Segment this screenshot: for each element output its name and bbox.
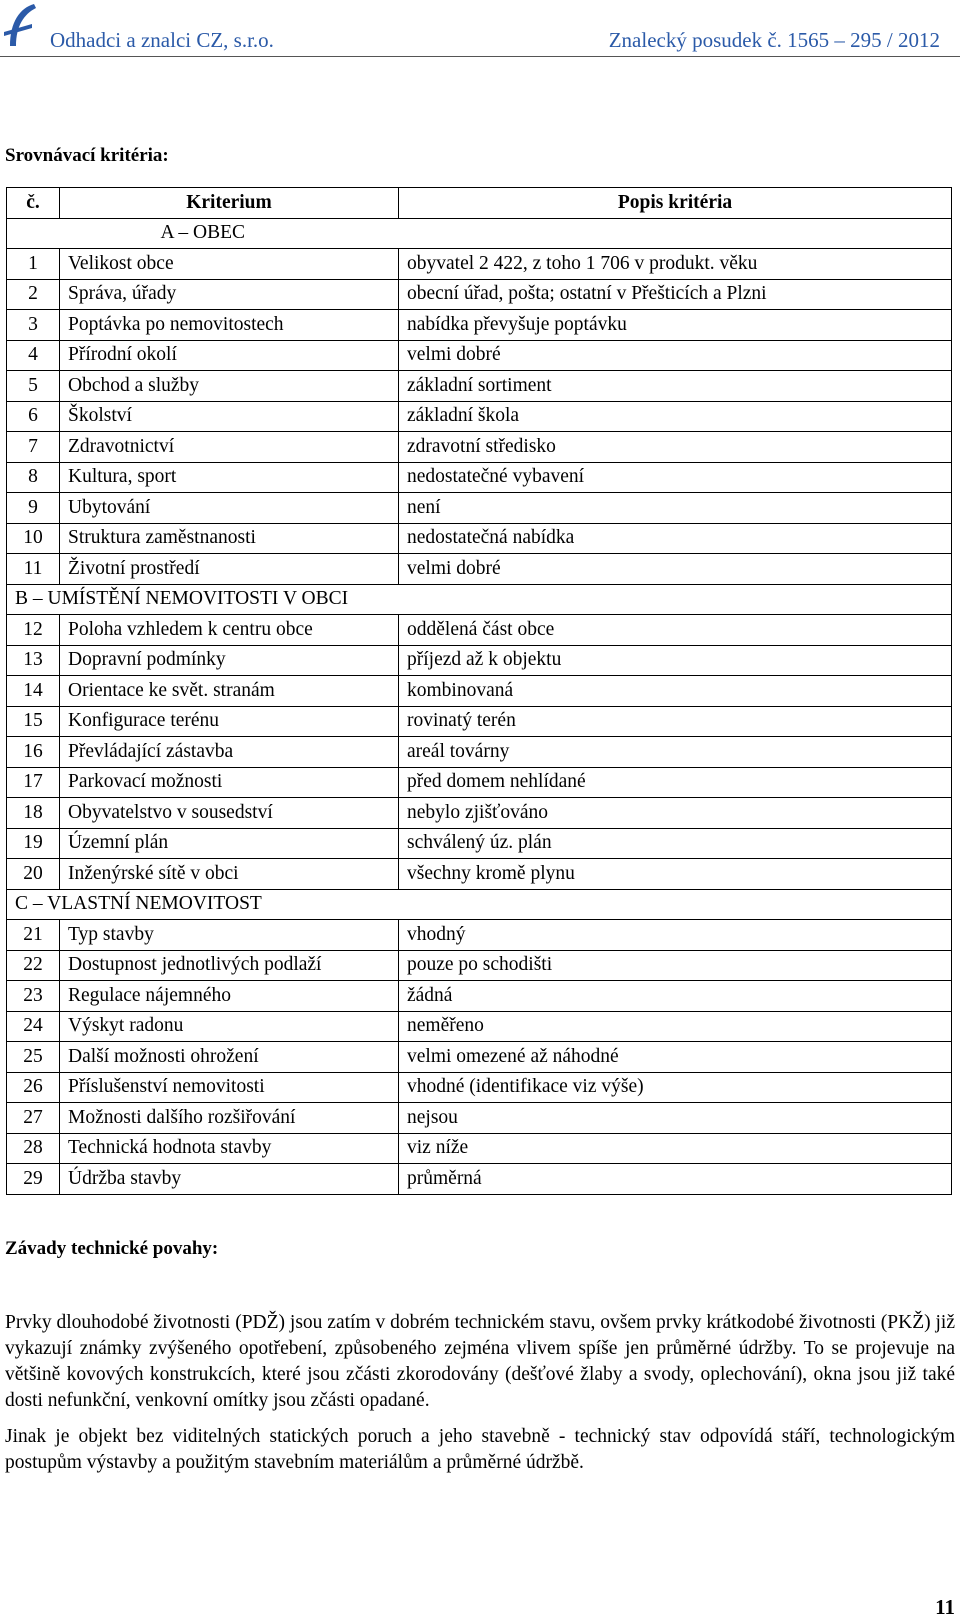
group-title: A – OBEC: [7, 218, 399, 249]
row-criterion: Údržba stavby: [60, 1164, 399, 1195]
row-criterion: Struktura zaměstnanosti: [60, 523, 399, 554]
table-row: [7, 523, 952, 554]
table-row: [7, 1011, 952, 1042]
row-criterion: Dostupnost jednotlivých podlaží: [60, 950, 399, 981]
row-number: 15: [7, 706, 60, 737]
table-row: [7, 340, 952, 371]
row-description: nedostatečné vybavení: [399, 462, 952, 493]
row-description: vhodný: [399, 920, 952, 951]
row-description: nebylo zjišťováno: [399, 798, 952, 829]
row-description: viz níže: [399, 1133, 952, 1164]
row-criterion: Poloha vzhledem k centru obce: [60, 615, 399, 646]
row-description: průměrná: [399, 1164, 952, 1195]
row-number: 19: [7, 828, 60, 859]
criteria-title: Srovnávací kritéria:: [5, 145, 169, 166]
row-criterion: Další možnosti ohrožení: [60, 1042, 399, 1073]
company-name: Odhadci a znalci CZ, s.r.o.: [50, 28, 274, 52]
table-row: [7, 798, 952, 829]
column-header-number: č.: [7, 188, 60, 219]
column-header-description: Popis kritéria: [399, 188, 952, 219]
row-criterion: Kultura, sport: [60, 462, 399, 493]
row-description: velmi dobré: [399, 340, 952, 371]
row-description: pouze po schodišti: [399, 950, 952, 981]
row-number: 8: [7, 462, 60, 493]
table-row: [7, 950, 952, 981]
row-description: nabídka převyšuje poptávku: [399, 310, 952, 341]
group-row: [7, 218, 952, 249]
table-row: [7, 981, 952, 1012]
row-number: 29: [7, 1164, 60, 1195]
row-number: 23: [7, 981, 60, 1012]
table-row: [7, 1103, 952, 1134]
row-criterion: Inženýrské sítě v obci: [60, 859, 399, 890]
row-criterion: Příslušenství nemovitosti: [60, 1072, 399, 1103]
row-number: 10: [7, 523, 60, 554]
row-number: 21: [7, 920, 60, 951]
table-row: [7, 1133, 952, 1164]
table-row: [7, 1042, 952, 1073]
group-title: C – VLASTNÍ NEMOVITOST: [7, 889, 952, 920]
defects-paragraph-2: Jinak je objekt bez viditelných statických poruch a jeho stavebně - technický stav odpovídá stáří, technologickým postupům výstavby a použitým stavebním materiálům a průměrné údržbě.: [5, 1426, 955, 1473]
row-description: rovinatý terén: [399, 706, 952, 737]
row-number: 17: [7, 767, 60, 798]
row-description: žádná: [399, 981, 952, 1012]
table-row: [7, 859, 952, 890]
row-criterion: Správa, úřady: [60, 279, 399, 310]
row-description: schválený úz. plán: [399, 828, 952, 859]
row-description: příjezd až k objektu: [399, 645, 952, 676]
table-row: [7, 645, 952, 676]
row-number: 25: [7, 1042, 60, 1073]
row-criterion: Konfigurace terénu: [60, 706, 399, 737]
table-row: [7, 462, 952, 493]
row-description: velmi omezené až náhodné: [399, 1042, 952, 1073]
row-description: oddělená část obce: [399, 615, 952, 646]
row-criterion: Orientace ke svět. stranám: [60, 676, 399, 707]
row-description: vhodné (identifikace viz výše): [399, 1072, 952, 1103]
table-header-row: [7, 188, 952, 219]
group-title: B – UMÍSTĚNÍ NEMOVITOSTI V OBCI: [7, 584, 952, 615]
row-number: 26: [7, 1072, 60, 1103]
row-description: všechny kromě plynu: [399, 859, 952, 890]
table-row: [7, 920, 952, 951]
row-description: základní sortiment: [399, 371, 952, 402]
table-row: [7, 310, 952, 341]
table-row: [7, 432, 952, 463]
row-criterion: Obyvatelstvo v sousedství: [60, 798, 399, 829]
row-description: zdravotní středisko: [399, 432, 952, 463]
column-header-criterion: Kriterium: [60, 188, 399, 219]
row-criterion: Ubytování: [60, 493, 399, 524]
row-number: 1: [7, 249, 60, 280]
row-number: 5: [7, 371, 60, 402]
page-header: [0, 0, 960, 57]
table-row: [7, 676, 952, 707]
table-row: [7, 249, 952, 280]
table-row: [7, 706, 952, 737]
table-row: [7, 554, 952, 585]
row-criterion: Dopravní podmínky: [60, 645, 399, 676]
criteria-table: [6, 187, 952, 1195]
page-number: 11: [935, 1595, 955, 1619]
group-row: [7, 889, 952, 920]
row-criterion: Regulace nájemného: [60, 981, 399, 1012]
row-number: 2: [7, 279, 60, 310]
row-number: 13: [7, 645, 60, 676]
row-description: obecní úřad, pošta; ostatní v Přešticích a Plzni: [399, 279, 952, 310]
row-number: 28: [7, 1133, 60, 1164]
row-criterion: Parkovací možnosti: [60, 767, 399, 798]
row-criterion: Územní plán: [60, 828, 399, 859]
group-row: [7, 584, 952, 615]
row-number: 18: [7, 798, 60, 829]
row-description: neměřeno: [399, 1011, 952, 1042]
row-description: kombinovaná: [399, 676, 952, 707]
table-row: [7, 1072, 952, 1103]
row-number: 27: [7, 1103, 60, 1134]
table-row: [7, 493, 952, 524]
table-row: [7, 401, 952, 432]
row-description: základní škola: [399, 401, 952, 432]
row-number: 9: [7, 493, 60, 524]
table-row: [7, 737, 952, 768]
row-criterion: Velikost obce: [60, 249, 399, 280]
row-criterion: Přírodní okolí: [60, 340, 399, 371]
row-number: 12: [7, 615, 60, 646]
row-description: areál továrny: [399, 737, 952, 768]
row-description: velmi dobré: [399, 554, 952, 585]
table-row: [7, 279, 952, 310]
row-criterion: Převládající zástavba: [60, 737, 399, 768]
table-row: [7, 371, 952, 402]
row-number: 22: [7, 950, 60, 981]
row-number: 3: [7, 310, 60, 341]
row-criterion: Životní prostředí: [60, 554, 399, 585]
row-number: 20: [7, 859, 60, 890]
defects-text: [5, 1310, 955, 1486]
row-description: obyvatel 2 422, z toho 1 706 v produkt. věku: [399, 249, 952, 280]
row-criterion: Poptávka po nemovitostech: [60, 310, 399, 341]
row-criterion: Výskyt radonu: [60, 1011, 399, 1042]
group-blank-cell: [399, 218, 952, 249]
row-description: není: [399, 493, 952, 524]
defects-paragraph-1: Prvky dlouhodobé životnosti (PDŽ) jsou zatím v dobrém technickém stavu, ovšem prvky krátkodobé životnosti (PKŽ) již vykazují známky zvýšeného opotřebení, způsobeného zejména vlivem spíše jen průměrné údržby. To se projevuje na většině kovových konstrukcích, které jsou zčásti zkorodovány (dešťové žlaby a svody, oplechování), okna jsou již také dosti nefunkční, venkovní omítky jsou zčásti opadané.: [5, 1312, 955, 1411]
row-number: 16: [7, 737, 60, 768]
row-description: nedostatečná nabídka: [399, 523, 952, 554]
row-criterion: Technická hodnota stavby: [60, 1133, 399, 1164]
row-number: 24: [7, 1011, 60, 1042]
table-row: [7, 828, 952, 859]
company-logo-icon: [2, 2, 38, 50]
report-id: Znalecký posudek č. 1565 – 295 / 2012: [608, 28, 940, 52]
row-number: 14: [7, 676, 60, 707]
row-criterion: Možnosti dalšího rozšiřování: [60, 1103, 399, 1134]
row-number: 7: [7, 432, 60, 463]
row-description: nejsou: [399, 1103, 952, 1134]
defects-title: Závady technické povahy:: [5, 1238, 219, 1259]
row-number: 11: [7, 554, 60, 585]
row-criterion: Typ stavby: [60, 920, 399, 951]
row-number: 6: [7, 401, 60, 432]
row-description: před domem nehlídané: [399, 767, 952, 798]
row-criterion: Zdravotnictví: [60, 432, 399, 463]
row-number: 4: [7, 340, 60, 371]
row-criterion: Školství: [60, 401, 399, 432]
table-row: [7, 1164, 952, 1195]
table-row: [7, 767, 952, 798]
row-criterion: Obchod a služby: [60, 371, 399, 402]
table-row: [7, 615, 952, 646]
